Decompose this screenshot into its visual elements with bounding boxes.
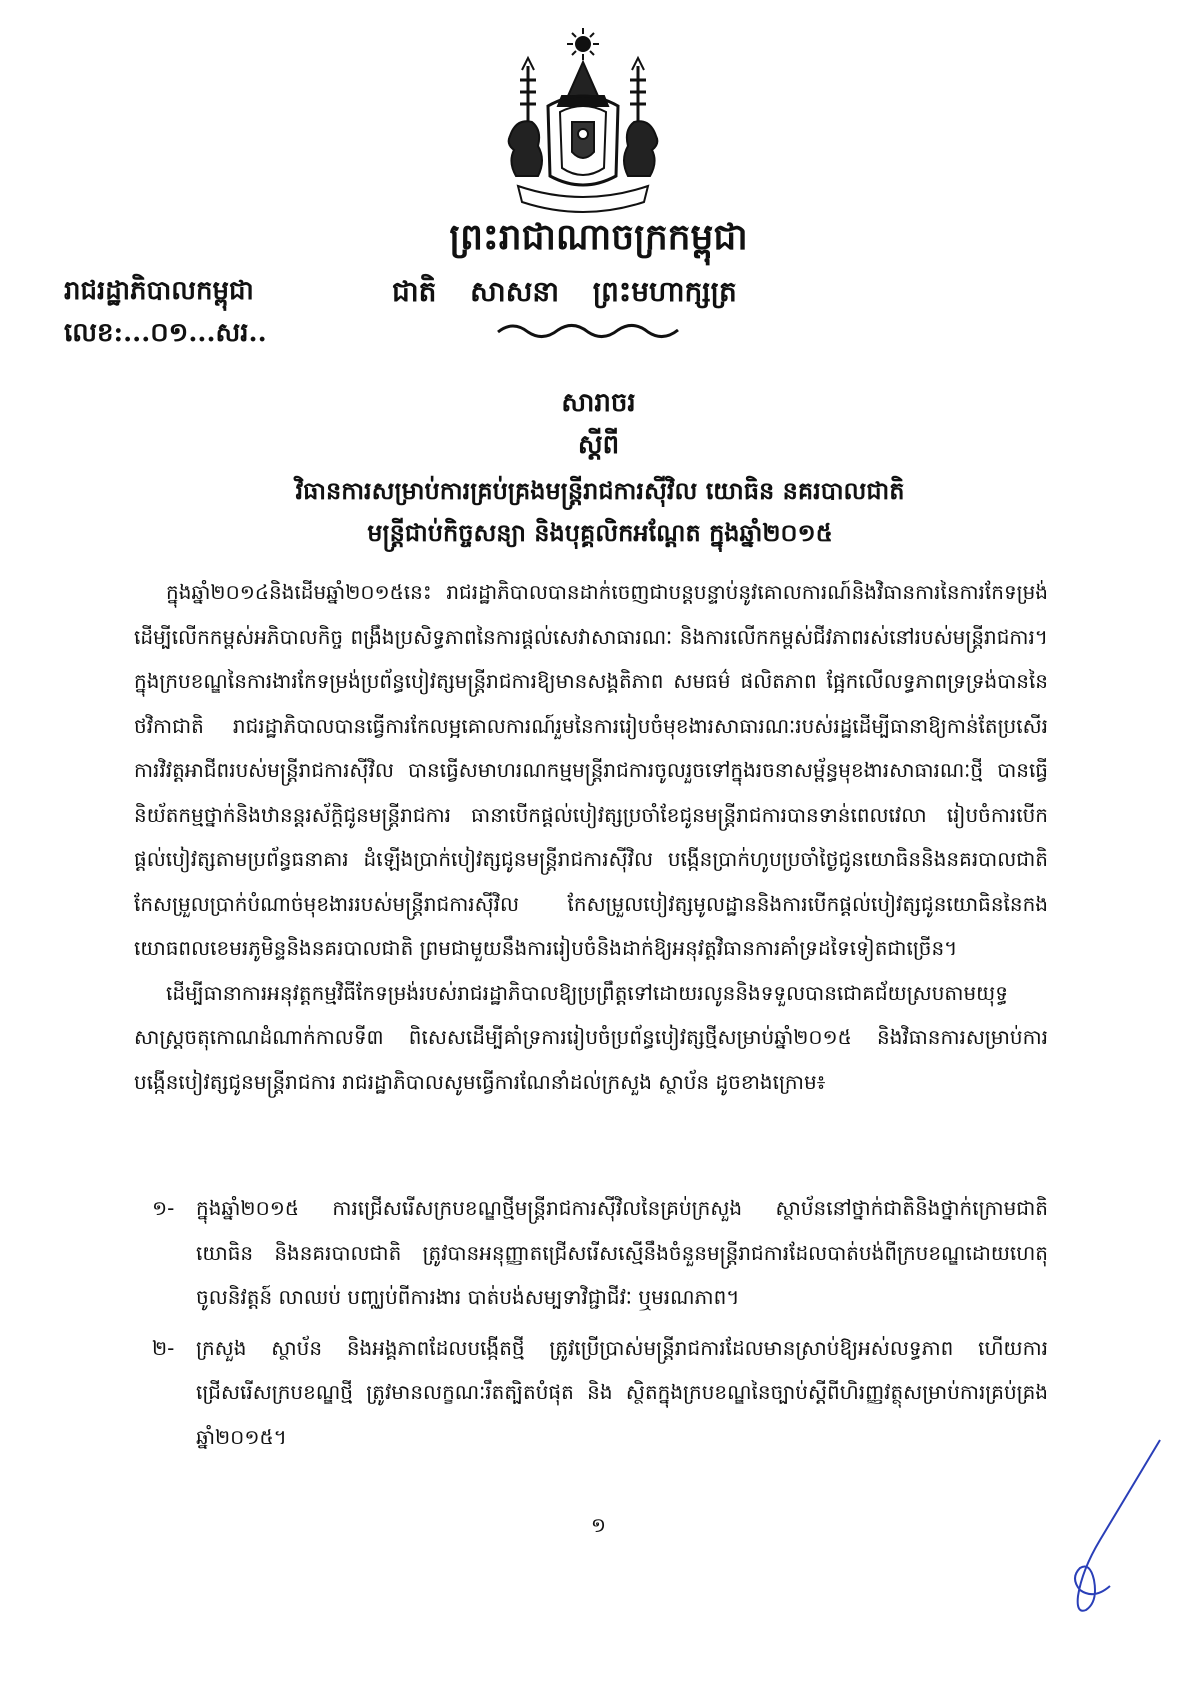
- list-item-number: ២-: [152, 1335, 175, 1360]
- list-item: [152, 1186, 1048, 1320]
- national-motto: ជាតិ សាសនា ព្រះមហាក្សត្រ: [392, 275, 737, 308]
- list-item: [152, 1326, 1048, 1460]
- page-number: ១: [590, 1513, 607, 1537]
- decorative-divider-ornament: [488, 318, 688, 342]
- list-item-text: ក្នុងឆ្នាំ២០១៥ ការជ្រើសរើសក្របខណ្ឌថ្មីមន្ត្រីរាជការស៊ីវិលនៃគ្រប់ក្រសួង ស្ថាប័ននៅថ្នាក់ជាតិនិងថ្នាក់ក្រោមជាតិ យោធិន និងនគរបាលជាតិ ត្រូវបានអនុញ្ញាតជ្រើសរើសស្មើនឹងចំនួនមន្ត្រីរាជការដែលបាត់បង់ពីក្របខណ្ឌដោយហេតុចូលនិវត្តន៍ លាឈប់ បញ្ឈប់ពីការងារ បាត់បង់សម្បទាវិជ្ជាជីវៈ ឬមរណភាព។: [196, 1196, 1048, 1309]
- numbered-directive-list: [152, 1186, 1048, 1465]
- document-subject: [120, 470, 1080, 554]
- handwritten-signature: [1020, 1430, 1170, 1630]
- royal-coat-of-arms-emblem: [498, 26, 668, 222]
- issuing-authority: រាជរដ្ឋាភិបាលកម្ពុជា: [64, 276, 254, 306]
- subject-line-2: មន្ត្រីជាប់កិច្ចសន្យា និងបុគ្គលិកអណ្តែត ក្នុងឆ្នាំ២០១៥: [367, 519, 833, 547]
- list-item-text: ក្រសួង ស្ថាប័ន និងអង្គភាពដែលបង្កើតថ្មី ត្រូវប្រើប្រាស់មន្ត្រីរាជការដែលមានស្រាប់ឱ្យអស់លទ្ធភាព ហើយការជ្រើសរើសក្របខណ្ឌថ្មី ត្រូវមានលក្ខណៈរឹតត្បិតបំផុត និង ស្ថិតក្នុងក្របខណ្ឌនៃច្បាប់ស្តីពីហិរញ្ញវត្ថុសម្រាប់ការគ្រប់គ្រងឆ្នាំ២០១៥។: [196, 1335, 1048, 1449]
- about-label: ស្តីពី: [577, 430, 620, 460]
- kingdom-heading: ព្រះរាជាណាចក្រកម្ពុជា: [449, 216, 748, 258]
- body-paragraph-2: ដើម្បីធានាការអនុវត្តកម្មវិធីកែទម្រង់របស់រាជរដ្ឋាភិបាលឱ្យប្រព្រឹត្តទៅដោយរលូននិងទទួលបានជោគជ័យស្របតាមយុទ្ធសាស្ត្រចតុកោណដំណាក់កាលទី៣ ពិសេសដើម្បីគាំទ្រការរៀបចំប្រព័ន្ធបៀវត្សថ្មីសម្រាប់ឆ្នាំ២០១៥ និងវិធានការសម្រាប់ការបង្កើនបៀវត្សជូនមន្ត្រីរាជការ រាជរដ្ឋាភិបាលសូមធ្វើការណែនាំដល់ក្រសួង ស្ថាប័ន ដូចខាងក្រោម៖: [134, 980, 1048, 1094]
- document-type-title: សារាចរ: [561, 388, 636, 418]
- list-item-number: ១-: [152, 1196, 175, 1220]
- document-body: [134, 570, 1048, 1104]
- subject-line-1: វិធានការសម្រាប់ការគ្រប់គ្រងមន្ត្រីរាជការស៊ីវិល យោធិន នគរបាលជាតិ: [295, 477, 905, 505]
- document-reference-number: លេខ:...០១...សរ..: [64, 318, 267, 348]
- body-paragraph-1: ក្នុងឆ្នាំ២០១៤និងដើមឆ្នាំ២០១៥នេះ រាជរដ្ឋាភិបាលបានដាក់ចេញជាបន្តបន្ទាប់នូវគោលការណ៍និងវិធានការនៃការកែទម្រង់ ដើម្បីលើកកម្ពស់អភិបាលកិច្ច ពង្រឹងប្រសិទ្ធភាពនៃការផ្តល់សេវាសាធារណៈ និងការលើកកម្ពស់ជីវភាពរស់នៅរបស់មន្ត្រីរាជការ។ ក្នុងក្របខណ្ឌនៃការងារកែទម្រង់ប្រព័ន្ធបៀវត្សមន្ត្រីរាជការឱ្យមានសង្គតិភាព សមធម៌ ផលិតភាព ផ្អែកលើលទ្ធភាពទ្រទ្រង់បាននៃថវិកាជាតិ រាជរដ្ឋាភិបាលបានធ្វើការកែលម្អគោលការណ៍រួមនៃការរៀបចំមុខងារសាធារណៈរបស់រដ្ឋដើម្បីធានាឱ្យកាន់តែប្រសើរការវិវត្តអាជីពរបស់មន្ត្រីរាជការស៊ីវិល បានធ្វើសមាហរណកម្មមន្ត្រីរាជការចូលរួចទៅក្នុងរចនាសម្ព័ន្ធមុខងារសាធារណៈថ្មី បានធ្វើនិយ័តកម្មថ្នាក់និងឋានន្តរស័ក្តិជូនមន្ត្រីរាជការ ធានាបើកផ្តល់បៀវត្សប្រចាំខែជូនមន្ត្រីរាជការបានទាន់ពេលវេលា រៀបចំការបើកផ្តល់បៀវត្សតាមប្រព័ន្ធធនាគារ ដំឡើងប្រាក់បៀវត្សជូនមន្ត្រីរាជការស៊ីវិល បង្កើនប្រាក់ហូបប្រចាំថ្ងៃជូនយោធិននិងនគរបាលជាតិ កែសម្រួលប្រាក់បំណាច់មុខងាររបស់មន្ត្រីរាជការស៊ីវិល កែសម្រួលបៀវត្សមូលដ្ឋាននិងការបើកផ្តល់បៀវត្សជូនយោធិននៃកងយោធពលខេមរភូមិន្ទនិងនគរបាលជាតិ ព្រមជាមួយនឹងការរៀបចំនិងដាក់ឱ្យអនុវត្តវិធានការគាំទ្រដទៃទៀតជាច្រើន។: [134, 580, 1048, 960]
